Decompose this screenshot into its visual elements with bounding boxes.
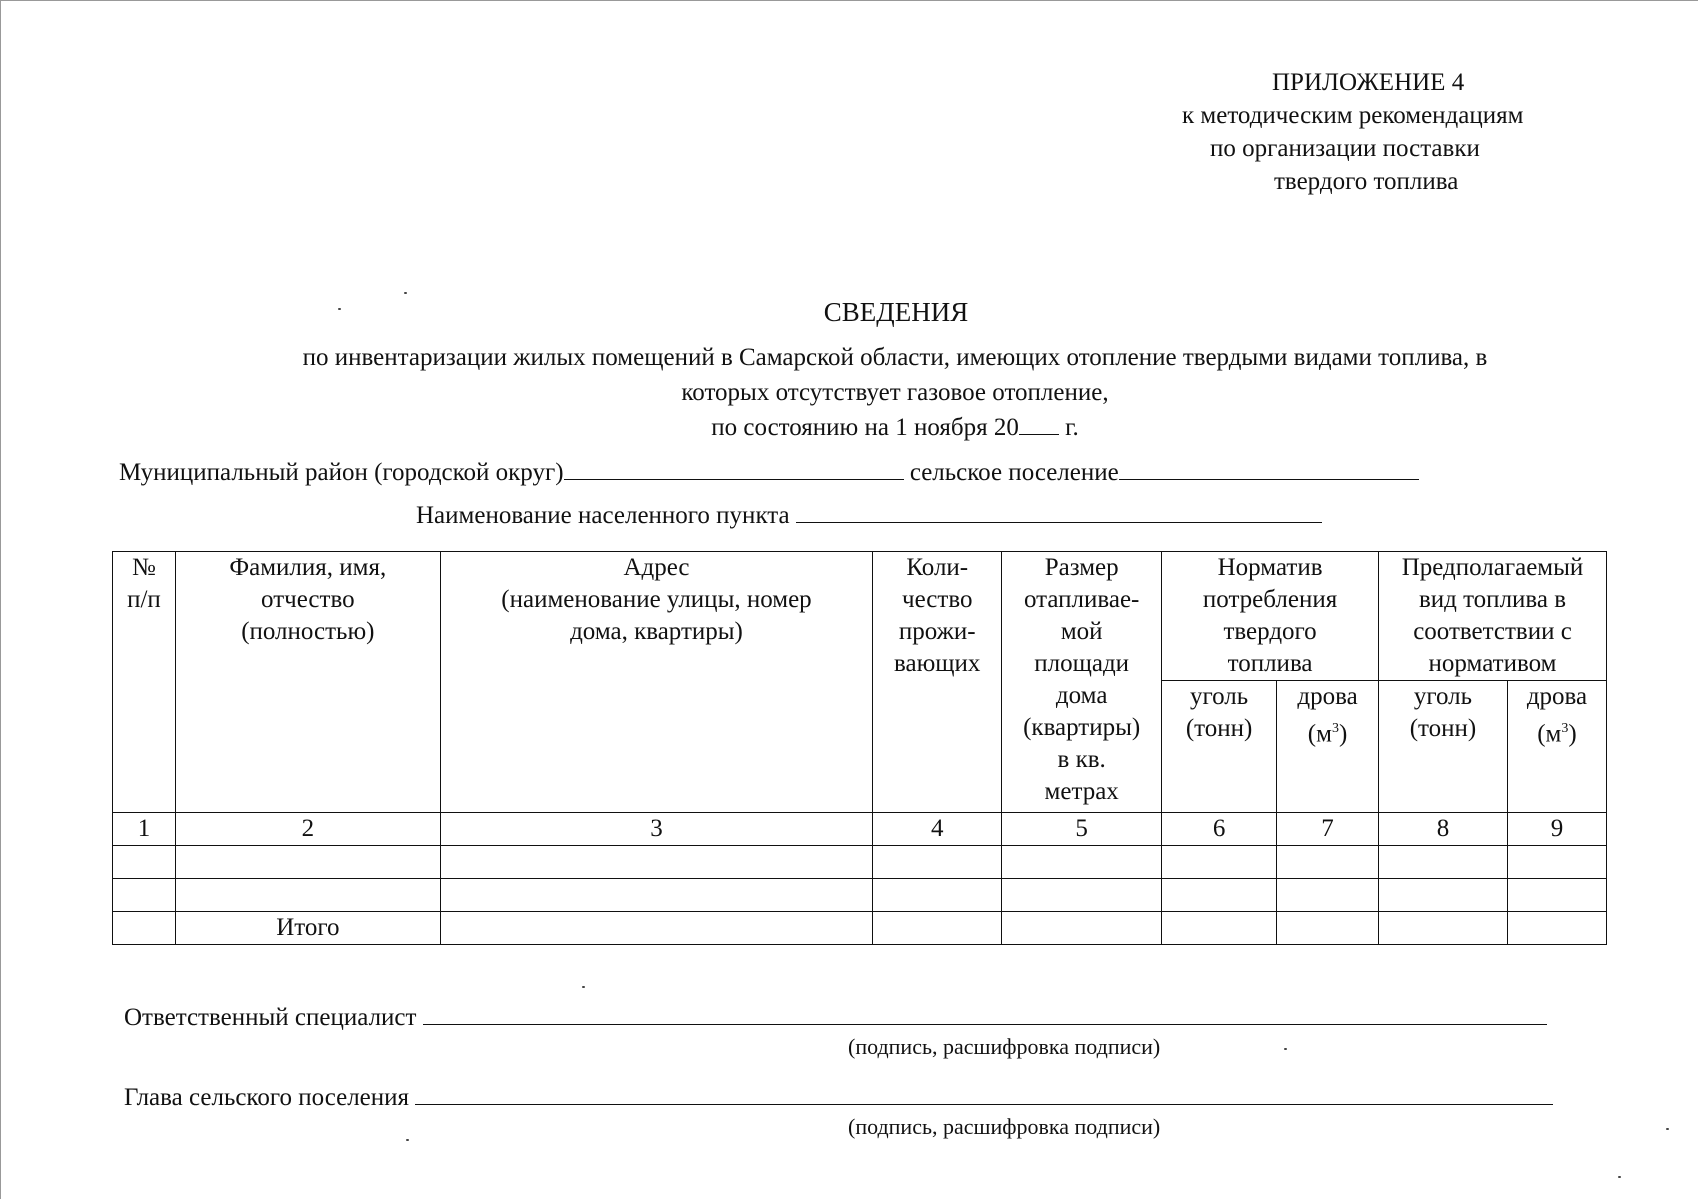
scan-speck xyxy=(582,986,585,988)
header-address: Адрес (наименование улицы, номер дома, квартиры) xyxy=(440,552,873,813)
locality-field[interactable] xyxy=(796,502,1322,523)
scan-speck xyxy=(338,308,341,310)
specialist-signature-field[interactable] xyxy=(423,1004,1547,1025)
appendix-title: ПРИЛОЖЕНИЕ 4 xyxy=(1272,69,1465,96)
total-row xyxy=(113,912,1607,945)
table-cell[interactable] xyxy=(1002,846,1162,879)
header-row-1 xyxy=(113,552,1607,681)
inventory-table xyxy=(112,551,1607,945)
table-cell[interactable] xyxy=(1162,879,1277,912)
table-cell[interactable] xyxy=(1002,912,1162,945)
header-expected-fuel: Предполагаемый вид топлива в соответствии с нормативом xyxy=(1379,552,1607,681)
scan-speck xyxy=(406,1139,409,1141)
header-wood-norm: дрова $(м^3)$ xyxy=(1277,681,1379,813)
table-cell[interactable] xyxy=(873,912,1002,945)
header-consumption-norm: Норматив потребления твердого топлива xyxy=(1162,552,1379,681)
table-row xyxy=(113,846,1607,879)
column-number: 1 xyxy=(113,813,176,846)
table-cell[interactable] xyxy=(1507,912,1606,945)
year-blank[interactable] xyxy=(1019,414,1059,435)
header-residents: Коли- чество прожи- вающих xyxy=(873,552,1002,813)
column-number: 2 xyxy=(175,813,440,846)
subtitle-line-2: которых отсутствует газовое отопление, xyxy=(681,379,1109,406)
table-cell[interactable] xyxy=(175,879,440,912)
scan-speck xyxy=(404,292,407,294)
table-cell[interactable] xyxy=(440,846,873,879)
column-number: 8 xyxy=(1379,813,1508,846)
specialist-signature-caption: (подпись, расшифровка подписи) xyxy=(848,1034,1161,1059)
table-cell[interactable] xyxy=(1162,912,1277,945)
header-number: № п/п xyxy=(113,552,176,813)
table-cell[interactable] xyxy=(1507,846,1606,879)
scan-speck xyxy=(1284,1048,1287,1050)
table-cell[interactable] xyxy=(1002,879,1162,912)
column-number-row xyxy=(113,813,1607,846)
subtitle-line-1: по инвентаризации жилых помещений в Самарской области, имеющих отопление твердыми видами топлива, в xyxy=(302,344,1488,371)
table-cell[interactable] xyxy=(1379,912,1508,945)
head-signature-caption: (подпись, расшифровка подписи) xyxy=(848,1114,1161,1139)
specialist-signature-row xyxy=(124,1004,1547,1032)
appendix-line-1: к методическим рекомендациям xyxy=(1182,102,1524,129)
header-wood-expected: дрова $(м^3)$ xyxy=(1507,681,1606,813)
specialist-label: Ответственный специалист xyxy=(124,1004,417,1031)
table-cell[interactable] xyxy=(440,912,873,945)
header-heated-area: Размер отапливае- мой площади дома (квартиры) в кв. метрах xyxy=(1002,552,1162,813)
settlement-field[interactable] xyxy=(1119,459,1419,480)
subtitle-line-3 xyxy=(210,410,1580,445)
table-cell[interactable] xyxy=(175,846,440,879)
table-cell[interactable] xyxy=(1162,846,1277,879)
column-number: 9 xyxy=(1507,813,1606,846)
table-cell[interactable] xyxy=(1277,879,1379,912)
table-cell[interactable] xyxy=(440,879,873,912)
table-row xyxy=(113,879,1607,912)
header-full-name: Фамилия, имя, отчество (полностью) xyxy=(175,552,440,813)
scan-speck xyxy=(1618,1176,1621,1178)
date-prefix: по состоянию на 1 ноября 20 xyxy=(711,414,1019,441)
table-cell[interactable] xyxy=(873,879,1002,912)
table-cell[interactable] xyxy=(1277,912,1379,945)
appendix-line-3: твердого топлива xyxy=(1274,168,1459,195)
table-cell[interactable] xyxy=(1277,846,1379,879)
table-cell[interactable] xyxy=(1379,879,1508,912)
table-cell[interactable] xyxy=(873,846,1002,879)
locality-label: Наименование населенного пункта xyxy=(416,502,790,529)
head-signature-row xyxy=(124,1084,1553,1112)
appendix-block xyxy=(1140,66,1699,198)
column-number: 4 xyxy=(873,813,1002,846)
appendix-line-2: по организации поставки xyxy=(1210,135,1480,162)
column-number: 5 xyxy=(1002,813,1162,846)
locality-row xyxy=(416,502,1322,530)
scan-speck xyxy=(1666,1128,1669,1130)
column-number: 6 xyxy=(1162,813,1277,846)
district-label: Муниципальный район (городской округ) xyxy=(119,459,564,486)
header-coal-norm: уголь (тонн) xyxy=(1162,681,1277,813)
total-label: Итого xyxy=(175,912,440,945)
date-suffix: г. xyxy=(1058,414,1079,441)
table-cell[interactable] xyxy=(113,846,176,879)
document-subtitle xyxy=(210,340,1580,445)
settlement-label: сельское поселение xyxy=(909,459,1119,486)
table-cell[interactable] xyxy=(1507,879,1606,912)
head-label: Глава сельского поселения xyxy=(124,1084,410,1111)
table-cell[interactable] xyxy=(113,879,176,912)
district-field[interactable] xyxy=(564,459,904,480)
head-signature-field[interactable] xyxy=(415,1084,1553,1105)
column-number: 7 xyxy=(1277,813,1379,846)
district-row xyxy=(119,459,1419,487)
column-number: 3 xyxy=(440,813,873,846)
table-cell[interactable] xyxy=(1379,846,1508,879)
document-title: СВЕДЕНИЯ xyxy=(823,297,969,327)
header-coal-expected: уголь (тонн) xyxy=(1379,681,1508,813)
table-cell[interactable] xyxy=(113,912,176,945)
